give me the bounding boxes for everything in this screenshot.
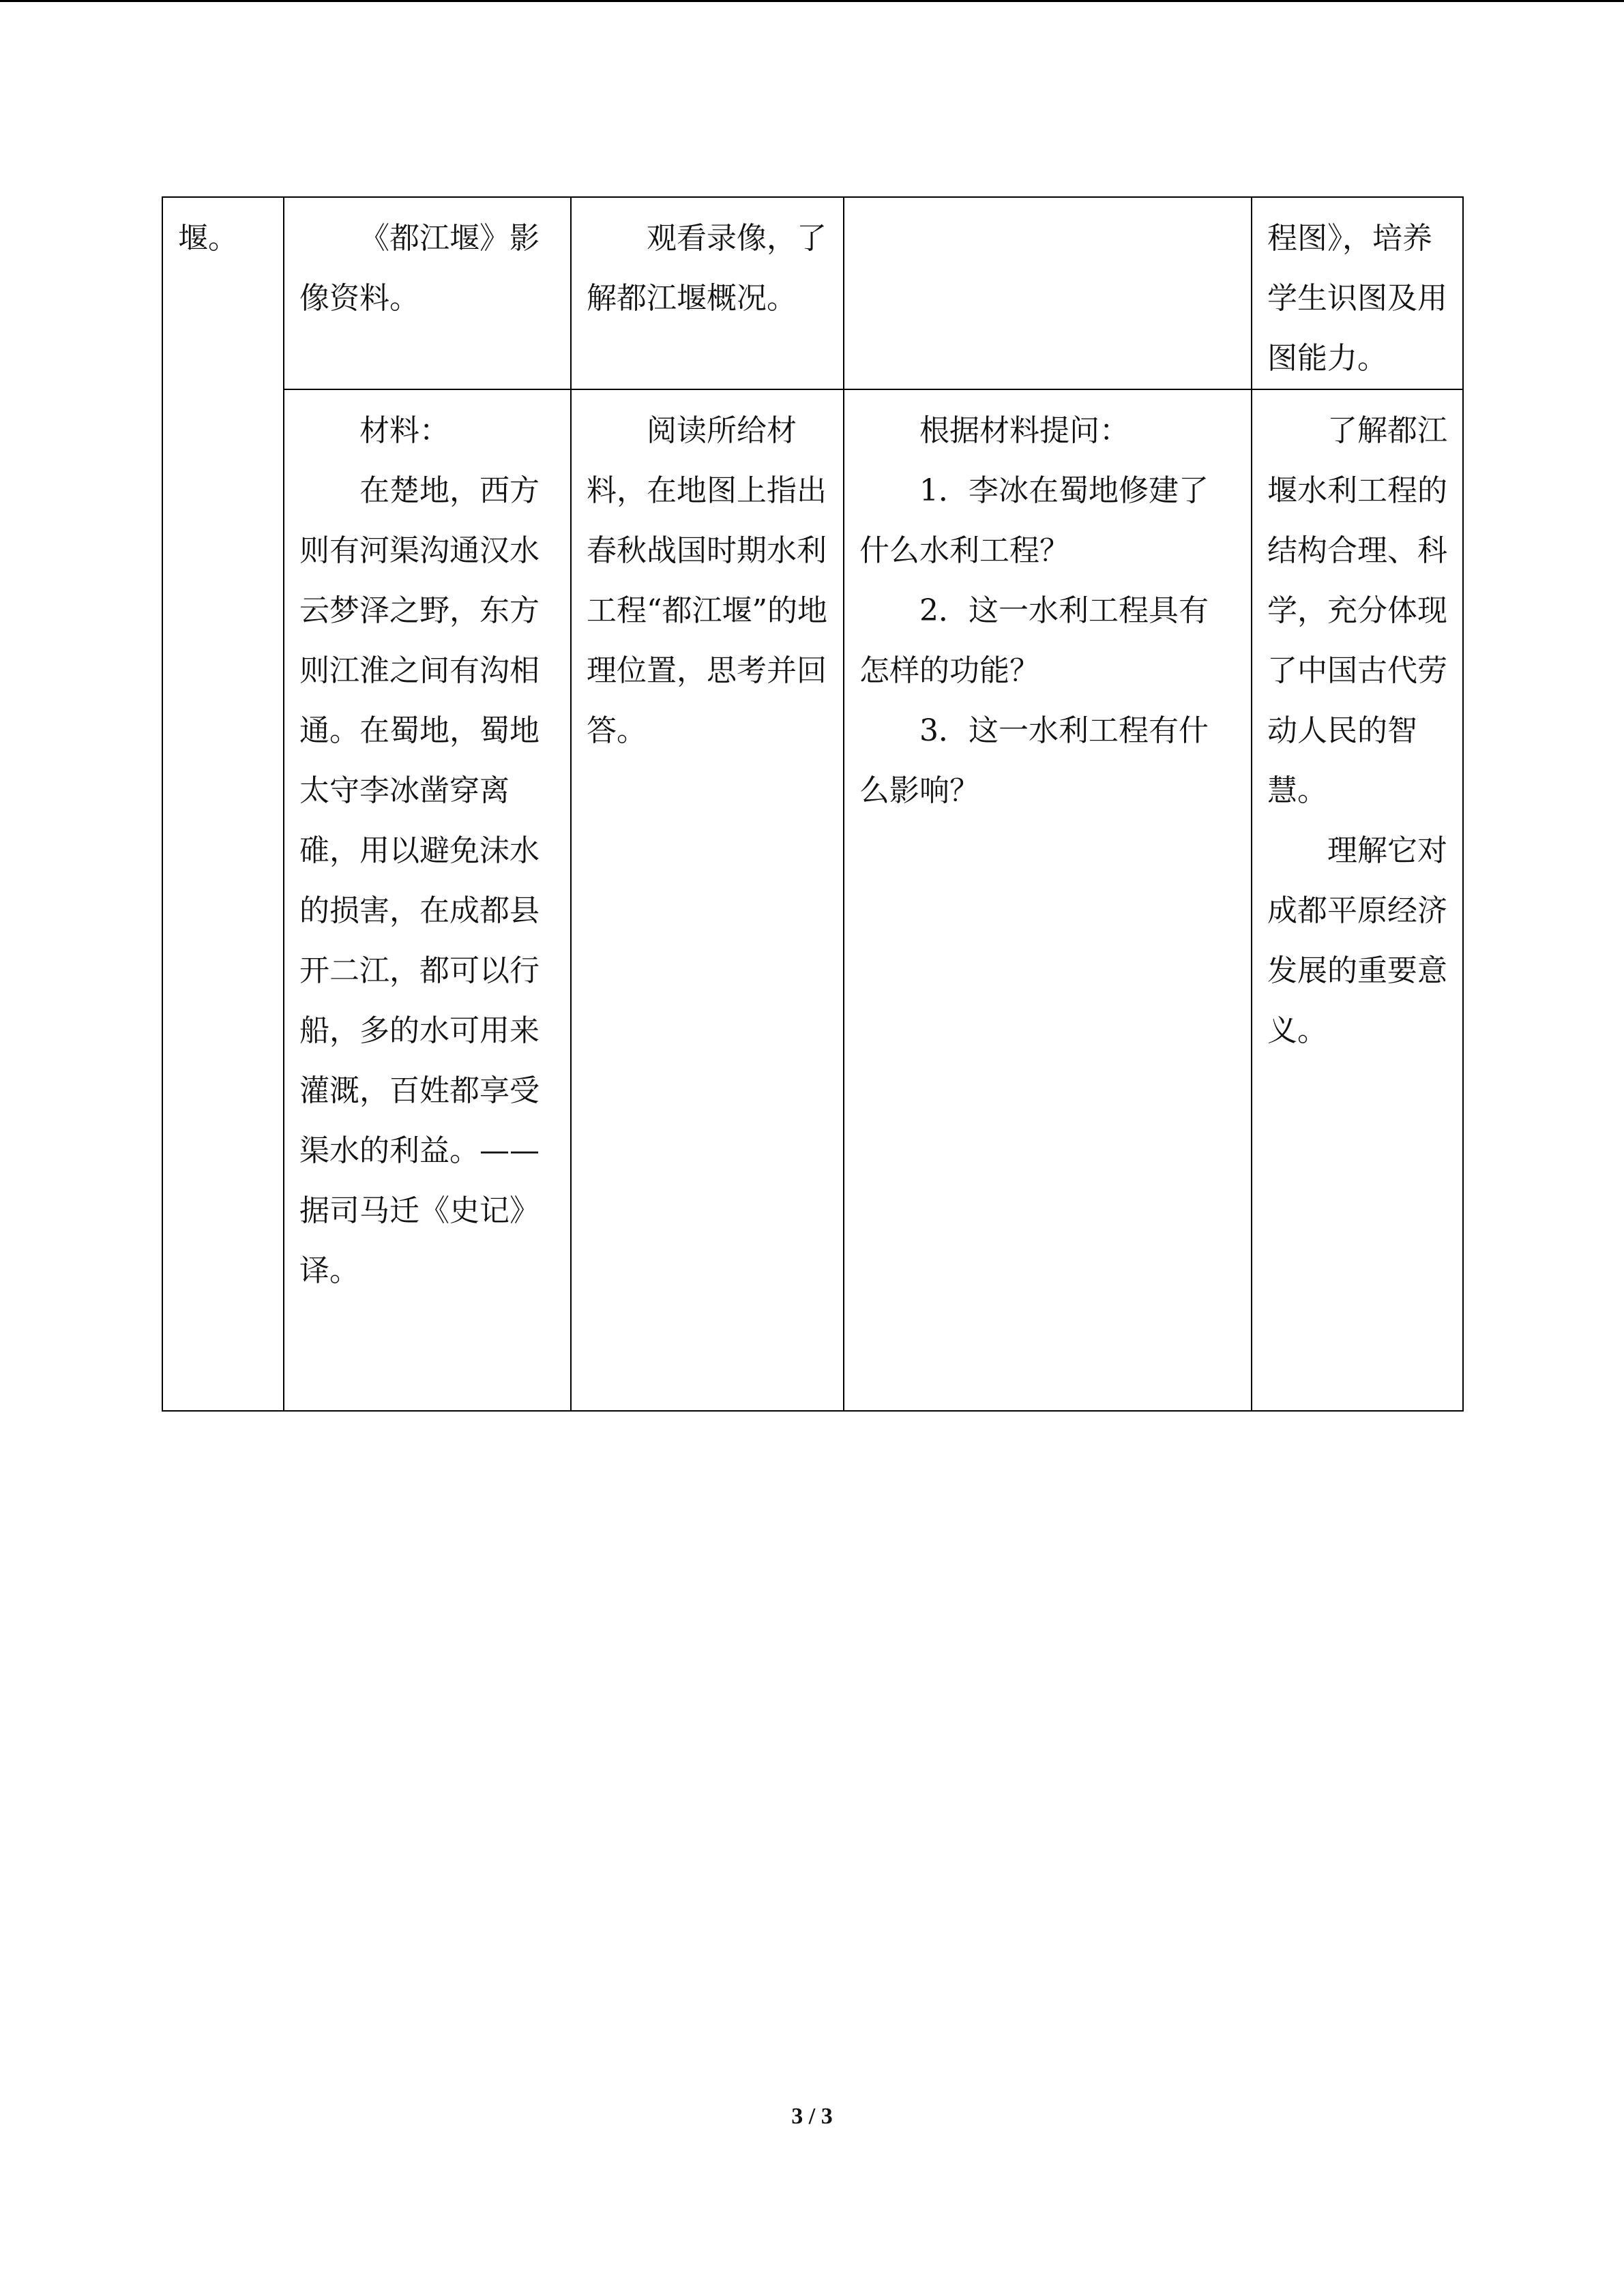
material-text: 在楚地，西方则有河渠沟通汉水云梦泽之野，东方则江淮之间有沟相通。在蜀地，蜀地太守李冰凿穿离碓，用以避免沫水的损害，在成都县开二江，都可以行船，多的水可用来灌溉，百姓都享受渠水的利益。——据司马迁《史记》译。	[299, 473, 540, 1288]
question-3: 3．这一水利工程有什么影响？	[859, 713, 1209, 808]
cell-text: 阅读所给材料，在地图上指出春秋战国时期水利工程“都江堰”的地理位置，思考并回答。	[587, 413, 827, 748]
material-label: 材料：	[359, 413, 449, 448]
question-2: 2．这一水利工程具有怎样的功能？	[859, 593, 1209, 688]
table-cell-design-intent	[1252, 389, 1463, 1411]
cell-text: 《都江堰》影像资料。	[299, 221, 540, 316]
table-cell-material	[284, 197, 571, 389]
cell-text: 观看录像，了解都江堰概况。	[587, 221, 827, 316]
cell-text: 程图》，培养学生识图及用图能力。	[1267, 221, 1447, 376]
intent-paragraph-1: 了解都江堰水利工程的结构合理、科学，充分体现了中国古代劳动人民的智慧。	[1267, 413, 1447, 808]
table-cell-material	[284, 389, 571, 1411]
question-intro: 根据材料提问：	[919, 413, 1130, 448]
cell-text: 堰。	[178, 221, 238, 256]
table-row	[162, 197, 1463, 389]
table-cell-design-intent	[1252, 197, 1463, 389]
lesson-plan-table	[162, 196, 1464, 1412]
page-number: 3 / 3	[791, 2104, 833, 2129]
table-row	[162, 389, 1463, 1411]
question-1: 1．李冰在蜀地修建了什么水利工程？	[859, 473, 1209, 568]
table-cell-student-activity	[571, 389, 844, 1411]
table-cell-teacher-activity	[844, 389, 1252, 1411]
intent-paragraph-2: 理解它对成都平原经济发展的重要意义。	[1267, 833, 1447, 1048]
table-cell-step	[162, 197, 284, 1411]
table-cell-student-activity	[571, 197, 844, 389]
top-border-line	[0, 0, 1624, 2]
table-cell-teacher-activity	[844, 197, 1252, 389]
